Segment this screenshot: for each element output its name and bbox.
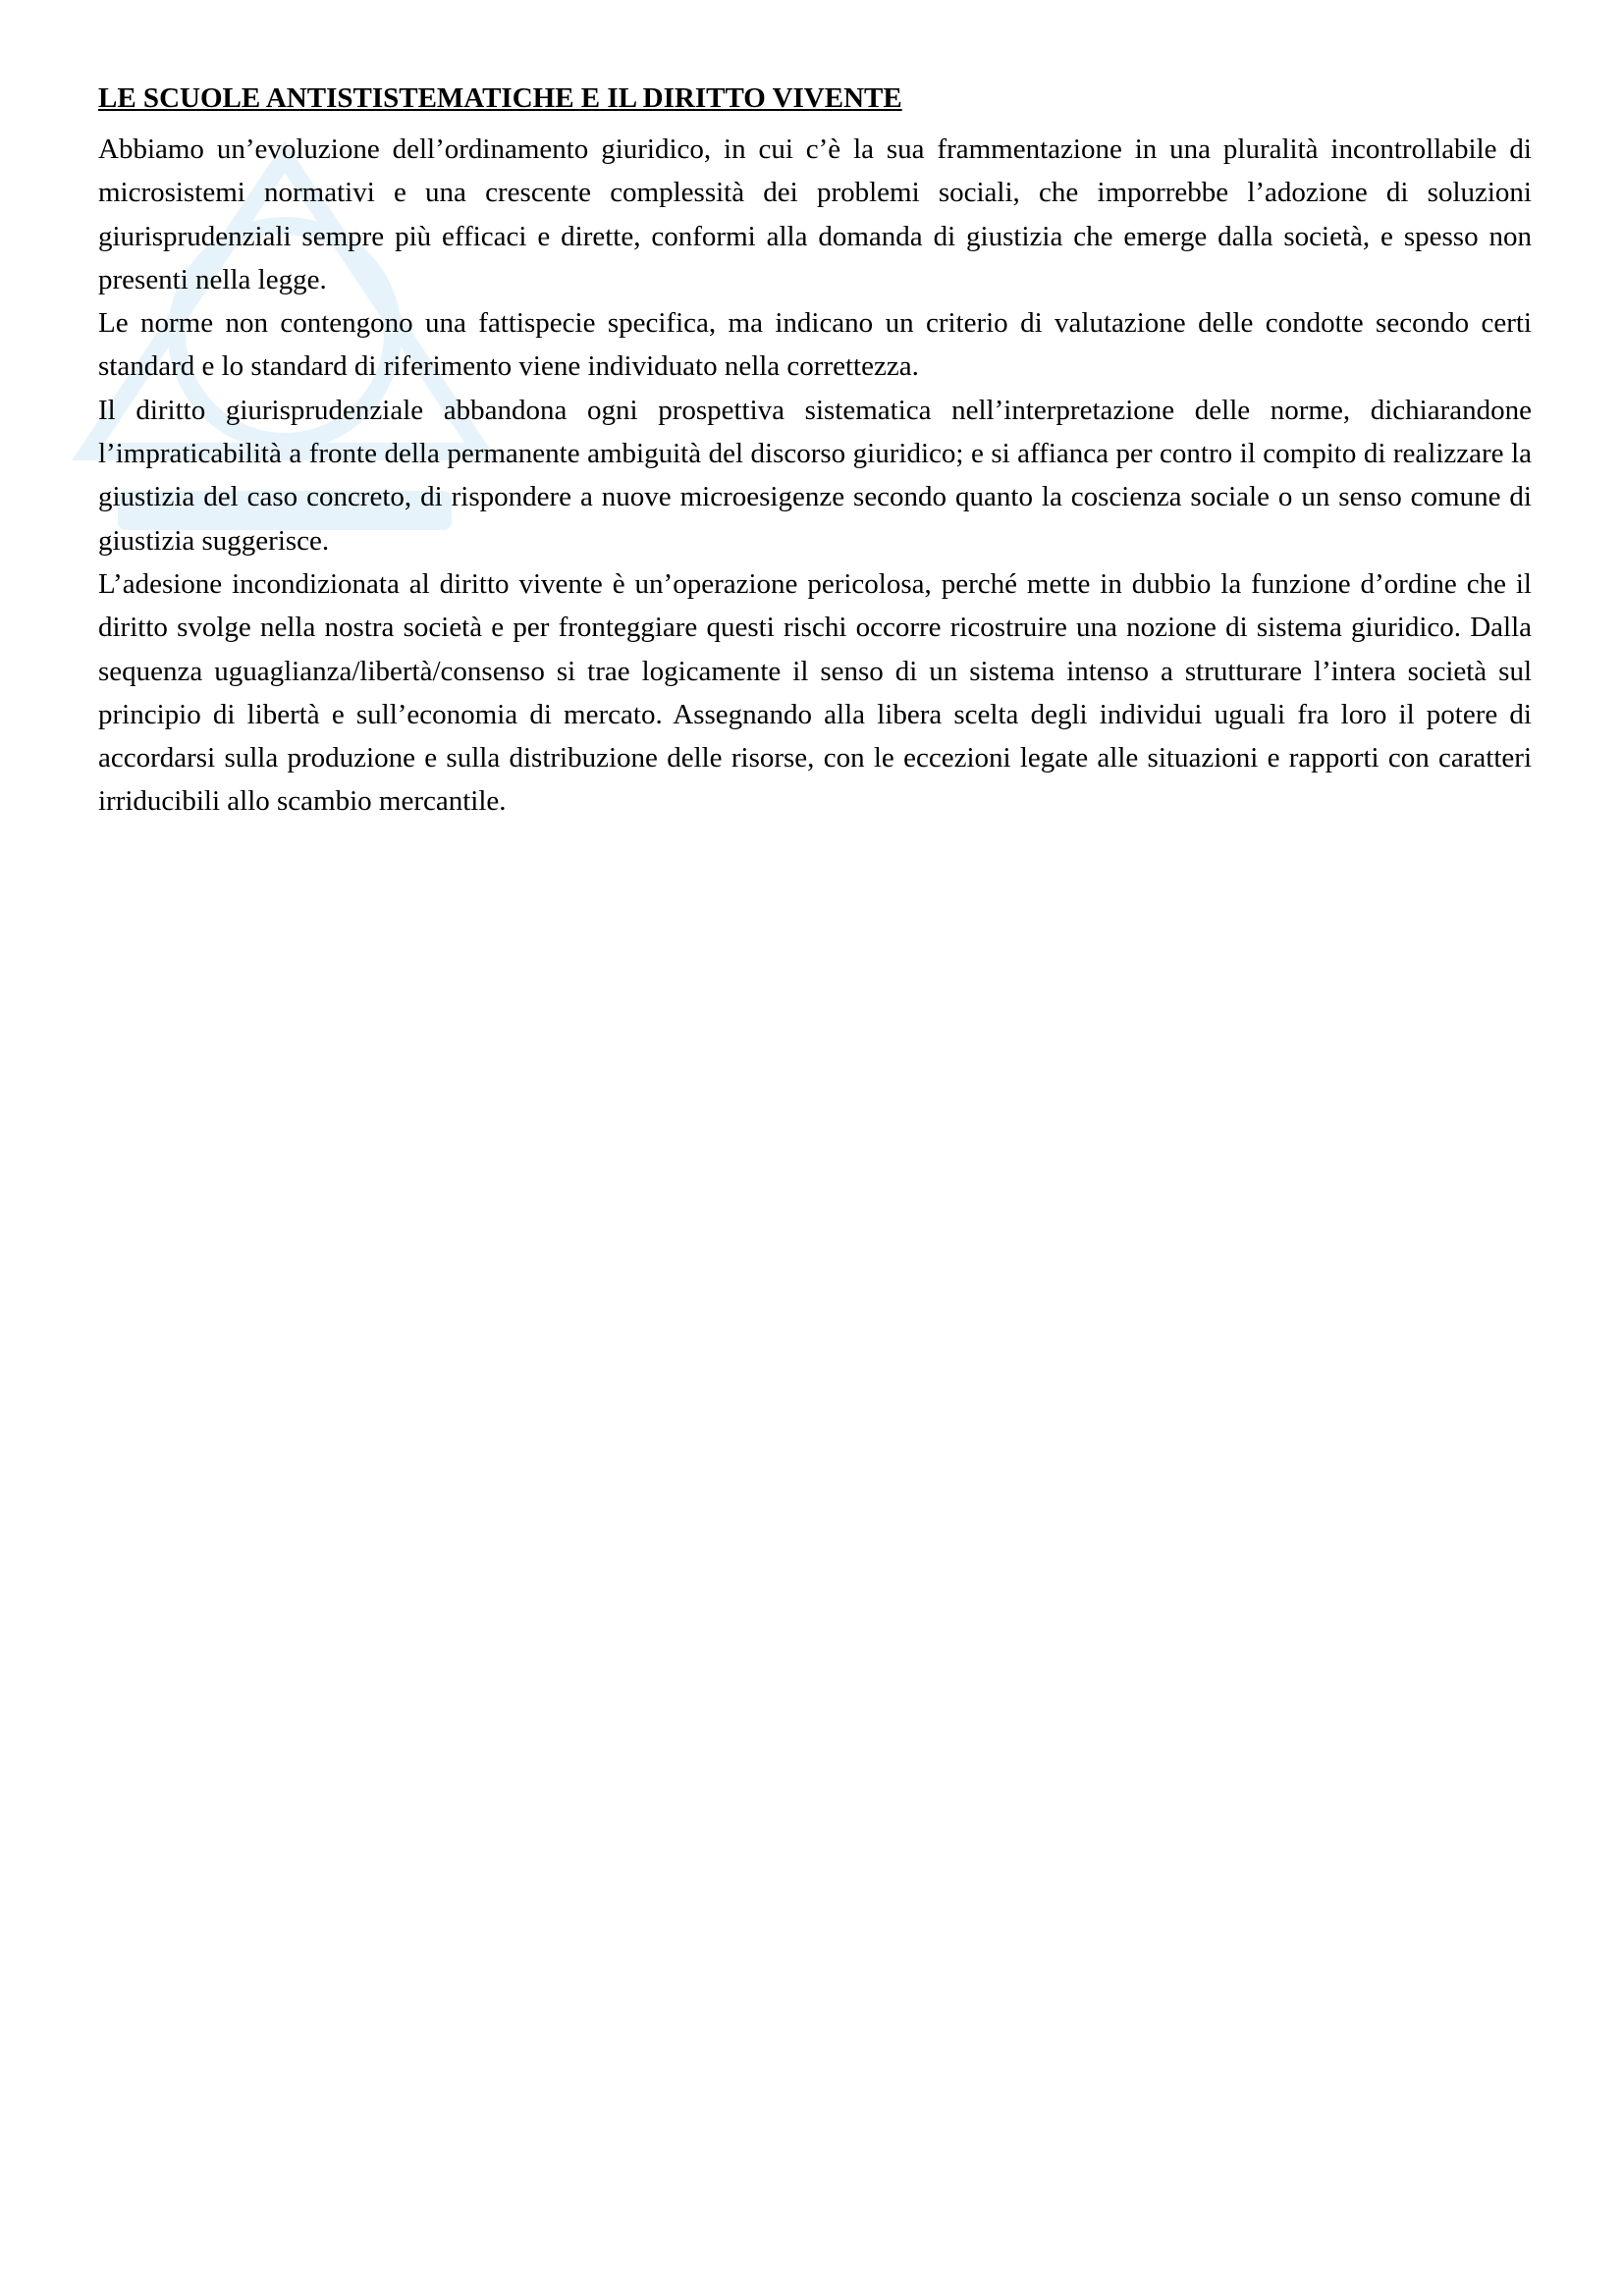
- paragraph-4: L’adesione incondizionata al diritto vivente è un’operazione pericolosa, perché mette in dubbio la funzione d’ordine che il diritto svolge nella nostra società e per fronteggiare questi rischi occorre ricostruire una nozione di sistema giuridico. Dalla sequenza uguaglianza/libertà/consenso si trae logicamente il senso di un sistema intenso a strutturare l’intera società sul principio di libertà e sull’economia di mercato. Assegnando alla libera scelta degli individui uguali fra loro il potere di accordarsi sulla produzione e sulla distribuzione delle risorse, con le eccezioni legate alle situazioni e rapporti con caratteri irriducibili allo scambio mercantile.: [98, 567, 1532, 818]
- paragraph-3: Il diritto giurisprudenziale abbandona ogni prospettiva sistematica nell’interpretazione delle norme, dichiarandone l’impraticabilità a fronte della permanente ambiguità del discorso giuridico; e si affianca per contro il compito di realizzare la giustizia del caso concreto, di rispondere a nuove microesigenze secondo quanto la coscienza sociale o un senso comune di giustizia suggerisce.: [98, 394, 1532, 557]
- document-body: [98, 77, 1532, 824]
- paragraph-2: Le norme non contengono una fattispecie specifica, ma indicano un criterio di valutazione delle condotte secondo certi standard e lo standard di riferimento viene individuato nella correttezza.: [98, 307, 1532, 383]
- paragraph-1: Abbiamo un’evoluzione dell’ordinamento giuridico, in cui c’è la sua frammentazione in una pluralità incontrollabile di microsistemi normativi e una crescente complessità dei problemi sociali, che imporrebbe l’adozione di soluzioni giurisprudenziali sempre più efficaci e dirette, conformi alla domanda di giustizia che emerge dalla società, e spesso non presenti nella legge.: [98, 133, 1532, 295]
- document-title: LE SCUOLE ANTISTISTEMATICHE E IL DIRITTO VIVENTE: [98, 82, 902, 114]
